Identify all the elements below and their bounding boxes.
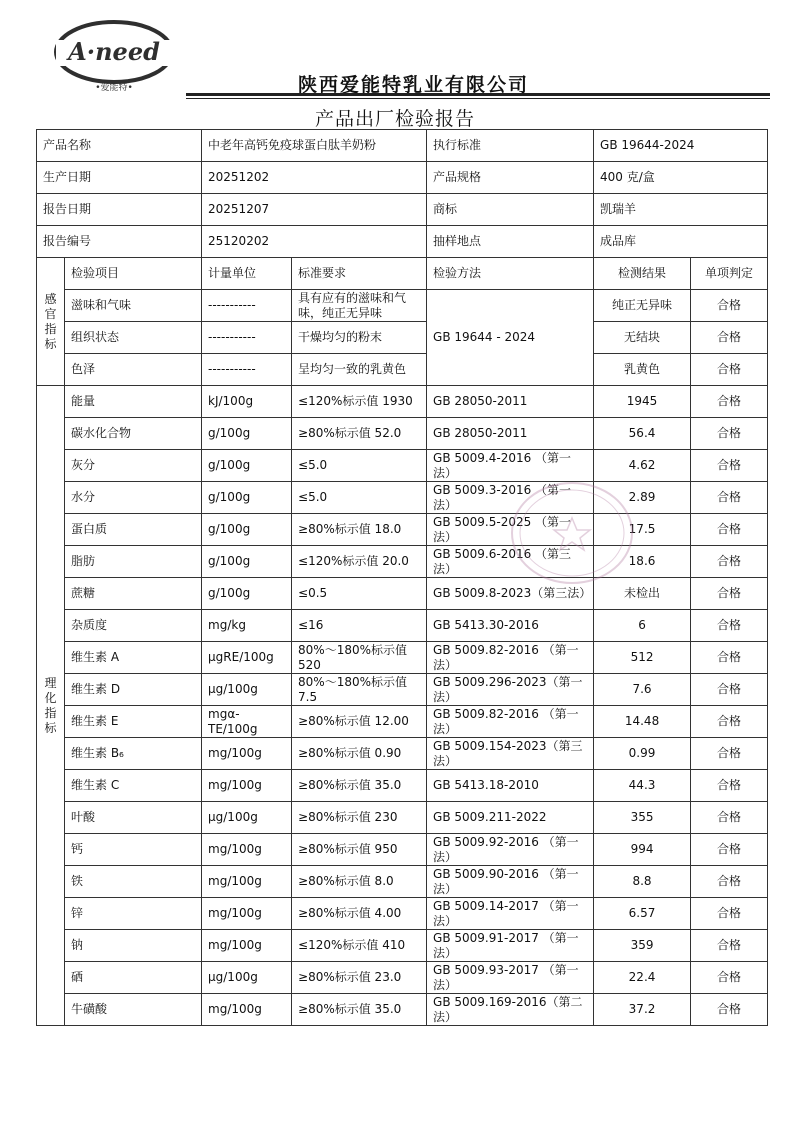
test-result: 355 bbox=[594, 802, 691, 834]
item-name: 铁 bbox=[65, 866, 202, 898]
item-name: 灰分 bbox=[65, 450, 202, 482]
test-result: 359 bbox=[594, 930, 691, 962]
standard-requirement: ≤120%标示值 1930 bbox=[292, 386, 427, 418]
unit: ----------- bbox=[202, 322, 292, 354]
test-result: 未检出 bbox=[594, 578, 691, 610]
test-result: 56.4 bbox=[594, 418, 691, 450]
test-method: GB 5009.92-2016 （第一法） bbox=[427, 834, 594, 866]
test-method: GB 5009.8-2023（第三法） bbox=[427, 578, 594, 610]
test-method: GB 5009.4-2016 （第一法） bbox=[427, 450, 594, 482]
info-value: 中老年高钙免疫球蛋白肽羊奶粉 bbox=[202, 130, 427, 162]
test-result: 37.2 bbox=[594, 994, 691, 1026]
column-header-standard: 标准要求 bbox=[292, 258, 427, 290]
item-name: 钙 bbox=[65, 834, 202, 866]
test-result: 22.4 bbox=[594, 962, 691, 994]
group-label-char: 官 bbox=[44, 306, 57, 321]
test-result: 512 bbox=[594, 642, 691, 674]
standard-requirement: ≥80%标示值 8.0 bbox=[292, 866, 427, 898]
test-method: GB 5009.5-2025 （第一法） bbox=[427, 514, 594, 546]
standard-requirement: ≥80%标示值 23.0 bbox=[292, 962, 427, 994]
physchem-group-label bbox=[37, 386, 65, 1026]
verdict: 合格 bbox=[691, 418, 768, 450]
standard-requirement: ≥80%标示值 18.0 bbox=[292, 514, 427, 546]
item-name: 碳水化合物 bbox=[65, 418, 202, 450]
sensory-row bbox=[37, 354, 768, 386]
item-name: 硒 bbox=[65, 962, 202, 994]
standard-requirement: ≤120%标示值 410 bbox=[292, 930, 427, 962]
info-label: 抽样地点 bbox=[427, 226, 594, 258]
standard-requirement: ≤5.0 bbox=[292, 482, 427, 514]
unit: μg/100g bbox=[202, 674, 292, 706]
info-row bbox=[37, 194, 768, 226]
info-value: 400 克/盒 bbox=[594, 162, 768, 194]
standard-requirement: ≤16 bbox=[292, 610, 427, 642]
group-label-char: 化 bbox=[44, 690, 57, 705]
test-result: 14.48 bbox=[594, 706, 691, 738]
item-name: 滋味和气味 bbox=[65, 290, 202, 322]
test-result: 1945 bbox=[594, 386, 691, 418]
test-result: 8.8 bbox=[594, 866, 691, 898]
verdict: 合格 bbox=[691, 898, 768, 930]
unit: mgα-TE/100g bbox=[202, 706, 292, 738]
physchem-row bbox=[37, 674, 768, 706]
verdict: 合格 bbox=[691, 834, 768, 866]
verdict: 合格 bbox=[691, 642, 768, 674]
physchem-row bbox=[37, 642, 768, 674]
unit: μgRE/100g bbox=[202, 642, 292, 674]
verdict: 合格 bbox=[691, 450, 768, 482]
test-method: GB 5009.82-2016 （第一法） bbox=[427, 642, 594, 674]
physchem-row bbox=[37, 866, 768, 898]
unit: mg/100g bbox=[202, 770, 292, 802]
unit: mg/100g bbox=[202, 930, 292, 962]
test-result: 18.6 bbox=[594, 546, 691, 578]
unit: g/100g bbox=[202, 482, 292, 514]
info-value: 凯瑞羊 bbox=[594, 194, 768, 226]
company-logo bbox=[48, 12, 183, 94]
test-result: 0.99 bbox=[594, 738, 691, 770]
column-header-result: 检测结果 bbox=[594, 258, 691, 290]
test-result: 4.62 bbox=[594, 450, 691, 482]
test-method: GB 5009.82-2016 （第一法） bbox=[427, 706, 594, 738]
header-rule-thin bbox=[186, 98, 770, 99]
unit: g/100g bbox=[202, 578, 292, 610]
unit: μg/100g bbox=[202, 802, 292, 834]
standard-requirement: 具有应有的滋味和气味，纯正无异味 bbox=[292, 290, 427, 322]
verdict: 合格 bbox=[691, 802, 768, 834]
test-method: GB 5009.3-2016 （第一法） bbox=[427, 482, 594, 514]
physchem-row bbox=[37, 770, 768, 802]
item-name: 牛磺酸 bbox=[65, 994, 202, 1026]
item-name: 能量 bbox=[65, 386, 202, 418]
column-header-verdict: 单项判定 bbox=[691, 258, 768, 290]
group-label-char: 感 bbox=[44, 291, 57, 306]
test-method: GB 5413.18-2010 bbox=[427, 770, 594, 802]
test-result: 6.57 bbox=[594, 898, 691, 930]
info-value: GB 19644-2024 bbox=[594, 130, 768, 162]
item-name: 组织状态 bbox=[65, 322, 202, 354]
group-label-char: 理 bbox=[44, 675, 57, 690]
verdict: 合格 bbox=[691, 994, 768, 1026]
item-name: 维生素 B₆ bbox=[65, 738, 202, 770]
standard-requirement: ≥80%标示值 0.90 bbox=[292, 738, 427, 770]
info-label: 产品规格 bbox=[427, 162, 594, 194]
item-name: 色泽 bbox=[65, 354, 202, 386]
standard-requirement: ≥80%标示值 35.0 bbox=[292, 770, 427, 802]
info-value: 20251207 bbox=[202, 194, 427, 226]
standard-requirement: ≥80%标示值 950 bbox=[292, 834, 427, 866]
header-rule bbox=[186, 93, 770, 96]
verdict: 合格 bbox=[691, 578, 768, 610]
test-method: GB 5009.93-2017 （第一法） bbox=[427, 962, 594, 994]
standard-requirement: ≤0.5 bbox=[292, 578, 427, 610]
verdict: 合格 bbox=[691, 866, 768, 898]
item-name: 叶酸 bbox=[65, 802, 202, 834]
info-label: 报告日期 bbox=[37, 194, 202, 226]
company-name: 陕西爱能特乳业有限公司 bbox=[298, 74, 530, 96]
item-name: 蔗糖 bbox=[65, 578, 202, 610]
unit: mg/100g bbox=[202, 738, 292, 770]
info-label: 产品名称 bbox=[37, 130, 202, 162]
info-label: 报告编号 bbox=[37, 226, 202, 258]
info-label: 商标 bbox=[427, 194, 594, 226]
standard-requirement: ≥80%标示值 4.00 bbox=[292, 898, 427, 930]
unit: mg/100g bbox=[202, 898, 292, 930]
item-name: 水分 bbox=[65, 482, 202, 514]
test-result: 994 bbox=[594, 834, 691, 866]
standard-requirement: 干燥均匀的粉末 bbox=[292, 322, 427, 354]
standard-requirement: 80%～180%标示值 7.5 bbox=[292, 674, 427, 706]
item-name: 维生素 D bbox=[65, 674, 202, 706]
test-method: GB 5009.91-2017 （第一法） bbox=[427, 930, 594, 962]
physchem-row bbox=[37, 962, 768, 994]
group-label-char: 指 bbox=[44, 705, 57, 720]
verdict: 合格 bbox=[691, 290, 768, 322]
unit: g/100g bbox=[202, 546, 292, 578]
physchem-row bbox=[37, 418, 768, 450]
physchem-row bbox=[37, 386, 768, 418]
group-label-char: 指 bbox=[44, 321, 57, 336]
test-result: 17.5 bbox=[594, 514, 691, 546]
verdict: 合格 bbox=[691, 610, 768, 642]
standard-requirement: ≤120%标示值 20.0 bbox=[292, 546, 427, 578]
unit: mg/100g bbox=[202, 994, 292, 1026]
item-name: 维生素 E bbox=[65, 706, 202, 738]
test-result: 无结块 bbox=[594, 322, 691, 354]
verdict: 合格 bbox=[691, 738, 768, 770]
column-header-method: 检验方法 bbox=[427, 258, 594, 290]
group-label-char: 标 bbox=[44, 336, 57, 351]
test-method: GB 19644 - 2024 bbox=[427, 290, 594, 386]
test-result: 2.89 bbox=[594, 482, 691, 514]
info-value: 20251202 bbox=[202, 162, 427, 194]
standard-requirement: 呈均匀一致的乳黄色 bbox=[292, 354, 427, 386]
unit: ----------- bbox=[202, 354, 292, 386]
unit: kJ/100g bbox=[202, 386, 292, 418]
info-value: 25120202 bbox=[202, 226, 427, 258]
logo-wordmark: A·need bbox=[68, 37, 160, 66]
unit: mg/kg bbox=[202, 610, 292, 642]
test-result: 纯正无异味 bbox=[594, 290, 691, 322]
physchem-row bbox=[37, 514, 768, 546]
physchem-row bbox=[37, 834, 768, 866]
report-title: 产品出厂检验报告 bbox=[314, 108, 475, 130]
unit: ----------- bbox=[202, 290, 292, 322]
unit: g/100g bbox=[202, 450, 292, 482]
item-name: 蛋白质 bbox=[65, 514, 202, 546]
info-value: 成品库 bbox=[594, 226, 768, 258]
sensory-row bbox=[37, 322, 768, 354]
unit: mg/100g bbox=[202, 834, 292, 866]
test-result: 44.3 bbox=[594, 770, 691, 802]
physchem-row bbox=[37, 450, 768, 482]
test-method: GB 5009.14-2017 （第一法） bbox=[427, 898, 594, 930]
standard-requirement: ≤5.0 bbox=[292, 450, 427, 482]
inspection-report-table bbox=[36, 129, 768, 1026]
info-label: 生产日期 bbox=[37, 162, 202, 194]
item-name: 维生素 A bbox=[65, 642, 202, 674]
verdict: 合格 bbox=[691, 962, 768, 994]
verdict: 合格 bbox=[691, 386, 768, 418]
unit: mg/100g bbox=[202, 866, 292, 898]
test-method: GB 28050-2011 bbox=[427, 418, 594, 450]
verdict: 合格 bbox=[691, 546, 768, 578]
info-row bbox=[37, 226, 768, 258]
verdict: 合格 bbox=[691, 706, 768, 738]
test-method: GB 5413.30-2016 bbox=[427, 610, 594, 642]
physchem-row bbox=[37, 546, 768, 578]
verdict: 合格 bbox=[691, 674, 768, 706]
test-method: GB 5009.169-2016（第二法） bbox=[427, 994, 594, 1026]
test-method: GB 5009.296-2023（第一法） bbox=[427, 674, 594, 706]
standard-requirement: ≥80%标示值 230 bbox=[292, 802, 427, 834]
test-method: GB 28050-2011 bbox=[427, 386, 594, 418]
report-table-body bbox=[37, 130, 768, 1026]
physchem-row bbox=[37, 930, 768, 962]
standard-requirement: ≥80%标示值 52.0 bbox=[292, 418, 427, 450]
standard-requirement: ≥80%标示值 12.00 bbox=[292, 706, 427, 738]
verdict: 合格 bbox=[691, 514, 768, 546]
column-header-row bbox=[37, 258, 768, 290]
info-row bbox=[37, 130, 768, 162]
physchem-row bbox=[37, 578, 768, 610]
test-result: 乳黄色 bbox=[594, 354, 691, 386]
physchem-row bbox=[37, 482, 768, 514]
item-name: 钠 bbox=[65, 930, 202, 962]
verdict: 合格 bbox=[691, 930, 768, 962]
physchem-row bbox=[37, 706, 768, 738]
unit: g/100g bbox=[202, 514, 292, 546]
test-method: GB 5009.154-2023（第三法） bbox=[427, 738, 594, 770]
item-name: 杂质度 bbox=[65, 610, 202, 642]
standard-requirement: 80%～180%标示值 520 bbox=[292, 642, 427, 674]
physchem-row bbox=[37, 802, 768, 834]
test-method: GB 5009.6-2016 （第三法） bbox=[427, 546, 594, 578]
physchem-row bbox=[37, 898, 768, 930]
group-label-char: 标 bbox=[44, 720, 57, 735]
item-name: 锌 bbox=[65, 898, 202, 930]
physchem-row bbox=[37, 738, 768, 770]
test-method: GB 5009.90-2016 （第一法） bbox=[427, 866, 594, 898]
logo-subtext: •爱能特• bbox=[95, 83, 133, 93]
column-header-item: 检验项目 bbox=[65, 258, 202, 290]
test-method: GB 5009.211-2022 bbox=[427, 802, 594, 834]
verdict: 合格 bbox=[691, 354, 768, 386]
sensory-row bbox=[37, 290, 768, 322]
standard-requirement: ≥80%标示值 35.0 bbox=[292, 994, 427, 1026]
test-result: 6 bbox=[594, 610, 691, 642]
sensory-group-label bbox=[37, 258, 65, 386]
verdict: 合格 bbox=[691, 322, 768, 354]
item-name: 脂肪 bbox=[65, 546, 202, 578]
unit: g/100g bbox=[202, 418, 292, 450]
item-name: 维生素 C bbox=[65, 770, 202, 802]
column-header-unit: 计量单位 bbox=[202, 258, 292, 290]
verdict: 合格 bbox=[691, 482, 768, 514]
verdict: 合格 bbox=[691, 770, 768, 802]
unit: μg/100g bbox=[202, 962, 292, 994]
physchem-row bbox=[37, 994, 768, 1026]
physchem-row bbox=[37, 610, 768, 642]
info-row bbox=[37, 162, 768, 194]
test-result: 7.6 bbox=[594, 674, 691, 706]
info-label: 执行标准 bbox=[427, 130, 594, 162]
